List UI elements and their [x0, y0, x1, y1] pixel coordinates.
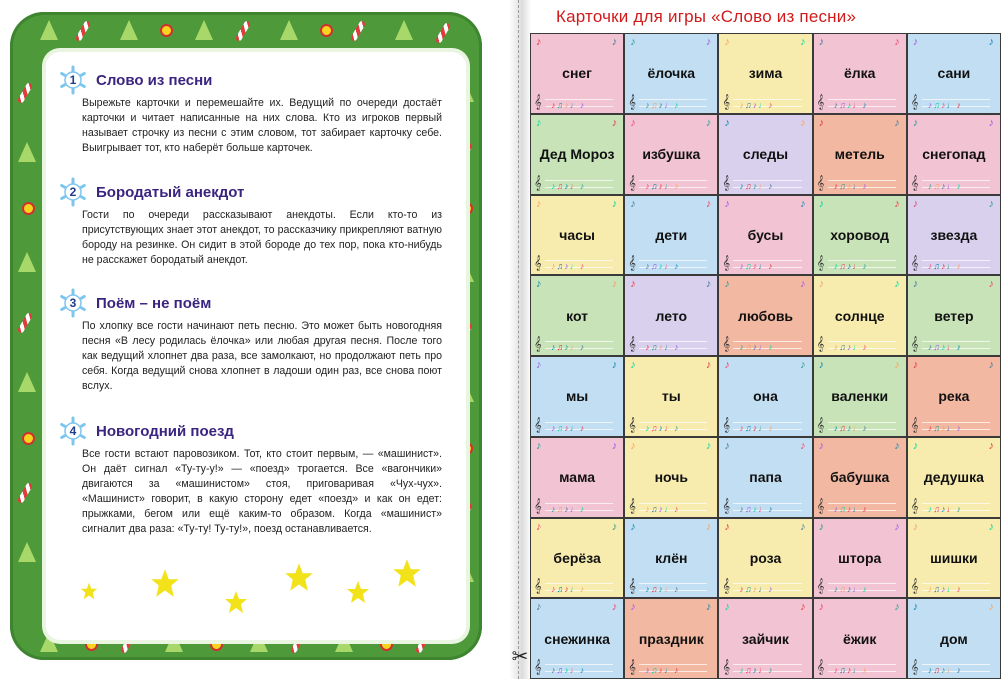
card-word: мама	[559, 469, 596, 486]
game-section-3	[58, 289, 442, 394]
word-card[interactable]	[719, 34, 811, 113]
star-icon	[346, 580, 370, 604]
treble-clef-icon: 𝄞	[722, 578, 731, 594]
card-word: мы	[565, 388, 589, 405]
word-card[interactable]	[719, 599, 811, 678]
music-note-icon: ♪	[894, 520, 900, 533]
treble-clef-icon: 𝄞	[816, 578, 825, 594]
music-notes-icon: ♪♫♪♩♪	[927, 342, 963, 352]
treble-clef-icon: 𝄞	[722, 174, 731, 190]
candy-cane-icon	[435, 22, 451, 44]
music-note-icon: ♪	[630, 36, 636, 48]
tree-decoration-icon	[40, 20, 58, 40]
ornament-icon	[320, 24, 333, 37]
treble-clef-icon: 𝄞	[910, 255, 919, 271]
music-note-icon: ♪	[724, 520, 730, 533]
card-word: солнце	[834, 307, 885, 324]
music-note-icon: ♪	[536, 601, 542, 614]
tree-decoration-icon	[395, 20, 413, 40]
card-word: папа	[749, 469, 782, 486]
music-note-icon: ♪	[988, 601, 994, 614]
treble-clef-icon: 𝄞	[910, 416, 919, 432]
music-note-icon: ♪	[988, 116, 994, 129]
music-notes-icon: ♪♫♪♩♪	[551, 503, 586, 514]
word-card[interactable]	[814, 34, 906, 113]
candy-cane-icon	[17, 312, 33, 334]
music-notes-icon: ♪♫♪♩♪	[739, 584, 774, 595]
music-notes-icon: ♪♫♪♩♪	[645, 99, 680, 110]
music-note-icon: ♪	[912, 359, 919, 371]
music-note-icon: ♪	[894, 36, 900, 48]
word-card[interactable]	[531, 276, 623, 355]
ornament-icon	[160, 24, 173, 37]
section-header	[58, 178, 442, 206]
music-note-icon: ♪	[724, 197, 730, 210]
music-note-icon: ♪	[536, 197, 542, 210]
tree-decoration-icon	[280, 20, 298, 40]
treble-clef-icon: 𝄞	[628, 497, 636, 513]
music-notes-icon: ♪♫♪♩♪	[551, 665, 586, 675]
word-card[interactable]	[814, 599, 906, 678]
card-word: бусы	[747, 226, 784, 243]
word-card[interactable]	[531, 357, 623, 436]
section-number: 1	[69, 73, 77, 87]
treble-clef-icon: 𝄞	[816, 255, 825, 271]
music-note-icon: ♪	[630, 197, 636, 210]
section-title: Слово из песни	[96, 71, 213, 89]
treble-clef-icon: 𝄞	[816, 93, 825, 109]
star-icon	[392, 558, 422, 588]
word-card[interactable]	[625, 196, 717, 275]
word-card[interactable]	[908, 34, 1000, 113]
section-text: По хлопку все гости начинают петь песню. Это может быть новогодняя песня «В лесу родилась ёлочка» или любая другая песня. После того как ведущий хлопнет два раза, все замолкают, но продолжают петь про себя. Когда ведущий снова хлопнет в ладоши один раз, все снова поют вслух.	[82, 320, 442, 392]
word-card[interactable]	[719, 519, 811, 598]
section-header	[58, 289, 442, 317]
section-title: Новогодний поезд	[96, 422, 234, 440]
treble-clef-icon: 𝄞	[628, 659, 636, 674]
snowflake-icon	[58, 416, 88, 446]
music-note-icon: ♪	[536, 116, 542, 129]
treble-clef-icon: 𝄞	[628, 174, 636, 190]
word-card[interactable]	[814, 357, 906, 436]
treble-clef-icon: 𝄞	[534, 93, 542, 109]
section-text: Гости по очереди рассказывают анекдоты. Если кто-то из присутствующих знает этот анекдот, то рассказчику прикрепляют ватную бороду на резинке. Он сидит в этой бороде до тех пор, пока кто-нибудь не расскажет бородатый анекдот.	[82, 209, 442, 266]
treble-clef-icon: 𝄞	[628, 93, 636, 109]
music-note-icon: ♪	[705, 197, 712, 210]
treble-clef-icon: 𝄞	[722, 497, 731, 513]
music-note-icon: ♪	[705, 520, 712, 533]
word-card[interactable]	[908, 115, 1000, 194]
music-note-icon: ♪	[630, 601, 636, 614]
music-note-icon: ♪	[818, 116, 825, 129]
music-note-icon: ♪	[894, 359, 900, 371]
music-note-icon: ♪	[912, 520, 919, 533]
music-note-icon: ♪	[536, 36, 542, 48]
music-notes-icon: ♪♫♪♩♪	[739, 261, 774, 272]
word-card[interactable]	[719, 438, 811, 517]
section-text: Вырежьте карточки и перемешайте их. Ведущий по очереди достаёт карточки и читает написанные на них слова. Кто из игроков первый называет строчку из песни с этим словом, тот забирает карточку себе. Выигрывает тот, кто наберёт больше карточек.	[82, 97, 442, 154]
treble-clef-icon: 𝄞	[816, 659, 825, 674]
card-word: звезда	[930, 226, 978, 243]
music-notes-icon: ♪♫♪♩♪	[739, 99, 774, 110]
music-note-icon: ♪	[705, 36, 712, 48]
treble-clef-icon: 𝄞	[816, 416, 825, 432]
music-note-icon: ♪	[611, 116, 618, 129]
star-icon	[224, 590, 248, 614]
candy-cane-icon	[235, 20, 251, 42]
candy-cane-icon	[17, 82, 33, 104]
word-card[interactable]	[908, 276, 1000, 355]
music-note-icon: ♪	[912, 197, 919, 210]
word-card[interactable]	[908, 599, 1000, 678]
card-word: следы	[742, 146, 789, 163]
star-icon	[284, 562, 314, 592]
treble-clef-icon: 𝄞	[910, 336, 919, 351]
word-card[interactable]	[908, 196, 1000, 275]
treble-clef-icon: 𝄞	[722, 255, 731, 271]
music-notes-icon: ♪♫♪♩♪	[927, 665, 963, 675]
treble-clef-icon: 𝄞	[816, 497, 825, 513]
treble-clef-icon: 𝄞	[628, 578, 636, 594]
music-note-icon: ♪	[705, 359, 712, 371]
music-notes-icon: ♪♫♪♩♪	[551, 342, 586, 352]
card-word: валенки	[831, 388, 889, 405]
music-notes-icon: ♪♫♪♩♪	[645, 261, 680, 272]
music-note-icon: ♪	[536, 278, 542, 291]
card-word: бабушка	[830, 469, 890, 486]
music-note-icon: ♪	[724, 278, 730, 291]
music-notes-icon: ♪♫♪♩♪	[833, 665, 868, 675]
star-icon	[150, 568, 180, 598]
music-notes-icon: ♪♫♪♩♪	[551, 584, 586, 595]
game-section-1	[58, 66, 442, 156]
word-card[interactable]	[814, 115, 906, 194]
music-notes-icon: ♪♫♪♩♪	[833, 342, 868, 352]
music-note-icon: ♪	[705, 601, 712, 614]
tree-decoration-icon	[18, 142, 36, 162]
music-notes-icon: ♪♫♪♩♪	[645, 180, 680, 191]
music-note-icon: ♪	[988, 197, 994, 210]
section-text: Все гости встают паровозиком. Тот, кто стоит первым, — «машинист». Он даёт сигнал «Ту-ту-у!» — «поезд» трогается. Все «вагончики» двигаются за «машинистом» стоя, приговаривая «Чух-чух». «Машинист» говорит, в какую сторону едет «поезд» и как он едет: прыжками, бегом или ещё каким-то образом. Когда «машинист» сигналит два раза: «Ту-ту! Ту-ту!», поезд останавливается.	[82, 448, 442, 535]
music-notes-icon: ♪♫♪♩♪	[739, 342, 774, 352]
music-notes-icon: ♪♫♪♩♪	[645, 342, 680, 352]
word-card[interactable]	[908, 357, 1000, 436]
music-note-icon: ♪	[800, 278, 806, 291]
music-note-icon: ♪	[611, 520, 618, 533]
card-word: она	[753, 388, 778, 405]
tree-decoration-icon	[18, 542, 36, 562]
word-card[interactable]	[531, 115, 623, 194]
music-note-icon: ♪	[912, 278, 919, 291]
music-note-icon: ♪	[894, 601, 900, 614]
word-card[interactable]	[531, 438, 623, 517]
treble-clef-icon: 𝄞	[910, 93, 919, 109]
music-note-icon: ♪	[818, 359, 825, 371]
scissors-icon: ✂	[511, 646, 529, 668]
music-notes-icon: ♪♫♪♩♪	[551, 180, 586, 191]
candy-cane-icon	[17, 482, 33, 504]
music-note-icon: ♪	[988, 36, 994, 48]
treble-clef-icon: 𝄞	[628, 336, 636, 351]
word-card[interactable]	[719, 276, 811, 355]
music-note-icon: ♪	[800, 359, 806, 371]
card-word: кот	[566, 307, 589, 324]
music-note-icon: ♪	[705, 116, 712, 129]
treble-clef-icon: 𝄞	[534, 578, 542, 594]
treble-clef-icon: 𝄞	[628, 255, 636, 271]
word-card[interactable]	[908, 438, 1000, 517]
music-note-icon: ♪	[705, 278, 712, 291]
card-word: штора	[838, 549, 882, 566]
music-note-icon: ♪	[894, 116, 900, 129]
music-notes-icon: ♪♫♪♩♪	[739, 503, 774, 514]
treble-clef-icon: 𝄞	[534, 336, 542, 351]
tree-decoration-icon	[18, 252, 36, 272]
word-card[interactable]	[719, 196, 811, 275]
music-note-icon: ♪	[894, 197, 900, 210]
music-note-icon: ♪	[800, 116, 806, 129]
card-word: ты	[661, 388, 681, 405]
card-word: дети	[655, 226, 688, 243]
card-word: праздник	[638, 630, 704, 647]
music-notes-icon: ♪♫♪♩♪	[645, 422, 680, 433]
section-header	[58, 417, 442, 445]
music-note-icon: ♪	[611, 197, 618, 210]
page-fold	[509, 0, 531, 679]
music-notes-icon: ♪♫♪♩♪	[739, 180, 774, 191]
music-note-icon: ♪	[818, 36, 825, 48]
music-note-icon: ♪	[800, 439, 806, 452]
game-section-4	[58, 417, 442, 537]
music-note-icon: ♪	[912, 601, 919, 614]
music-notes-icon: ♪♫♪♩♪	[739, 422, 774, 433]
snowflake-icon	[58, 65, 88, 95]
treble-clef-icon: 𝄞	[816, 336, 825, 351]
music-note-icon: ♪	[630, 116, 636, 129]
section-header	[58, 66, 442, 94]
music-notes-icon: ♪♫♪♩♪	[645, 665, 680, 675]
section-number: 2	[69, 185, 77, 199]
music-note-icon: ♪	[912, 116, 919, 129]
ornament-icon	[22, 432, 35, 445]
card-word: река	[938, 388, 970, 405]
card-word: метель	[834, 146, 885, 163]
music-note-icon: ♪	[894, 278, 900, 291]
card-word: клён	[655, 549, 688, 566]
music-note-icon: ♪	[536, 359, 542, 371]
music-note-icon: ♪	[988, 439, 994, 452]
music-note-icon: ♪	[988, 278, 994, 291]
word-card[interactable]	[719, 115, 811, 194]
music-note-icon: ♪	[611, 36, 618, 48]
music-notes-icon: ♪♫♪♩♪	[551, 99, 586, 110]
word-card[interactable]	[625, 357, 717, 436]
music-note-icon: ♪	[724, 36, 730, 48]
music-note-icon: ♪	[611, 601, 618, 614]
music-notes-icon: ♪♫♪♩♪	[927, 180, 963, 191]
music-note-icon: ♪	[724, 439, 730, 452]
card-word: шишки	[930, 549, 978, 566]
section-number: 3	[69, 296, 77, 310]
card-word: роза	[749, 549, 782, 566]
treble-clef-icon: 𝄞	[628, 416, 636, 432]
candy-cane-icon	[75, 20, 91, 42]
music-note-icon: ♪	[800, 36, 806, 48]
music-note-icon: ♪	[988, 520, 994, 533]
card-word: ёлка	[843, 65, 876, 82]
treble-clef-icon: 𝄞	[910, 578, 919, 594]
treble-clef-icon: 𝄞	[910, 497, 919, 513]
music-note-icon: ♪	[818, 278, 825, 291]
treble-clef-icon: 𝄞	[722, 336, 731, 351]
card-word: дедушка	[923, 469, 984, 486]
word-card[interactable]	[719, 357, 811, 436]
card-word: сани	[937, 65, 971, 82]
music-note-icon: ♪	[724, 359, 730, 371]
music-note-icon: ♪	[800, 197, 806, 210]
card-word: ёлочка	[647, 65, 696, 82]
word-card[interactable]	[625, 115, 717, 194]
music-notes-icon: ♪♫♪♩♪	[927, 503, 963, 514]
card-word: зима	[748, 65, 783, 82]
treble-clef-icon: 𝄞	[910, 659, 919, 674]
treble-clef-icon: 𝄞	[816, 174, 825, 190]
music-notes-icon: ♪♫♪♩♪	[927, 99, 963, 110]
word-card[interactable]	[625, 599, 717, 678]
treble-clef-icon: 𝄞	[722, 93, 731, 109]
music-notes-icon: ♪♫♪♩♪	[927, 261, 963, 272]
music-note-icon: ♪	[630, 439, 636, 452]
music-note-icon: ♪	[818, 439, 825, 452]
star-icon	[80, 582, 98, 600]
music-notes-icon: ♪♫♪♩♪	[833, 584, 868, 595]
music-notes-icon: ♪♫♪♩♪	[645, 503, 680, 514]
card-word: берёза	[553, 549, 601, 566]
word-card[interactable]	[531, 196, 623, 275]
music-notes-icon: ♪♫♪♩♪	[833, 422, 868, 433]
treble-clef-icon: 𝄞	[534, 416, 542, 432]
tree-decoration-icon	[18, 372, 36, 392]
card-word: снег	[562, 65, 593, 82]
card-word: ветер	[934, 307, 974, 324]
treble-clef-icon: 𝄞	[534, 659, 542, 674]
word-card[interactable]	[531, 519, 623, 598]
music-note-icon: ♪	[800, 520, 806, 533]
card-word: снежинка	[544, 630, 610, 647]
music-note-icon: ♪	[611, 439, 618, 452]
tree-decoration-icon	[120, 20, 138, 40]
cut-line	[518, 0, 519, 679]
section-number: 4	[69, 424, 77, 438]
music-note-icon: ♪	[611, 278, 618, 291]
snowflake-icon	[58, 177, 88, 207]
treble-clef-icon: 𝄞	[722, 659, 731, 674]
word-card[interactable]	[625, 438, 717, 517]
treble-clef-icon: 𝄞	[534, 174, 542, 190]
music-note-icon: ♪	[912, 439, 919, 452]
music-note-icon: ♪	[912, 36, 919, 48]
word-card[interactable]	[531, 599, 623, 678]
music-note-icon: ♪	[818, 520, 825, 533]
music-notes-icon: ♪♫♪♩♪	[645, 584, 680, 595]
music-notes-icon: ♪♫♪♩♪	[739, 665, 774, 675]
word-card[interactable]	[625, 519, 717, 598]
music-notes-icon: ♪♫♪♩♪	[833, 99, 868, 110]
word-card[interactable]	[814, 196, 906, 275]
music-note-icon: ♪	[630, 278, 636, 291]
music-note-icon: ♪	[536, 439, 542, 452]
word-card[interactable]	[908, 519, 1000, 598]
music-notes-icon: ♪♫♪♩♪	[927, 584, 963, 595]
card-word: ёжик	[843, 630, 877, 647]
tree-decoration-icon	[195, 20, 213, 40]
section-title: Поём – не поём	[96, 294, 212, 312]
candy-cane-icon	[350, 20, 366, 42]
word-card[interactable]	[814, 519, 906, 598]
snowflake-icon	[58, 288, 88, 318]
ornament-icon	[22, 202, 35, 215]
card-word: дом	[940, 630, 968, 647]
music-note-icon: ♪	[818, 601, 825, 614]
word-card[interactable]	[531, 34, 623, 113]
music-note-icon: ♪	[611, 359, 618, 371]
card-word: зайчик	[742, 630, 789, 647]
treble-clef-icon: 𝄞	[722, 416, 731, 432]
music-note-icon: ♪	[724, 601, 730, 614]
card-word: снегопад	[922, 146, 986, 163]
music-note-icon: ♪	[630, 520, 636, 533]
music-notes-icon: ♪♫♪♩♪	[833, 503, 868, 514]
word-card[interactable]	[625, 34, 717, 113]
music-notes-icon: ♪♫♪♩♪	[833, 261, 868, 272]
card-word: часы	[559, 226, 595, 243]
card-word: Дед Мороз	[539, 146, 615, 163]
card-word: хоровод	[830, 226, 890, 243]
music-note-icon: ♪	[705, 439, 712, 452]
music-note-icon: ♪	[724, 116, 730, 129]
music-note-icon: ♪	[536, 520, 542, 533]
music-notes-icon: ♪♫♪♩♪	[551, 422, 586, 433]
music-notes-icon: ♪♫♪♩♪	[833, 180, 868, 191]
music-note-icon: ♪	[818, 197, 825, 210]
card-word: любовь	[737, 307, 794, 324]
treble-clef-icon: 𝄞	[910, 174, 919, 190]
music-note-icon: ♪	[988, 359, 994, 371]
card-word: лето	[655, 307, 688, 324]
music-note-icon: ♪	[894, 439, 900, 452]
game-section-2	[58, 178, 442, 268]
word-card[interactable]	[814, 276, 906, 355]
cards-title: Карточки для игры «Слово из песни»	[556, 7, 857, 26]
word-card[interactable]	[814, 438, 906, 517]
music-note-icon: ♪	[630, 359, 636, 371]
music-notes-icon: ♪♫♪♩♪	[551, 261, 586, 272]
treble-clef-icon: 𝄞	[534, 255, 542, 271]
music-note-icon: ♪	[800, 601, 806, 614]
card-word: ночь	[654, 469, 688, 486]
cards-grid	[530, 33, 1001, 679]
word-card[interactable]	[625, 276, 717, 355]
section-title: Бородатый анекдот	[96, 183, 245, 201]
music-notes-icon: ♪♫♪♩♪	[927, 422, 963, 433]
treble-clef-icon: 𝄞	[534, 497, 542, 513]
card-word: избушка	[642, 146, 701, 163]
